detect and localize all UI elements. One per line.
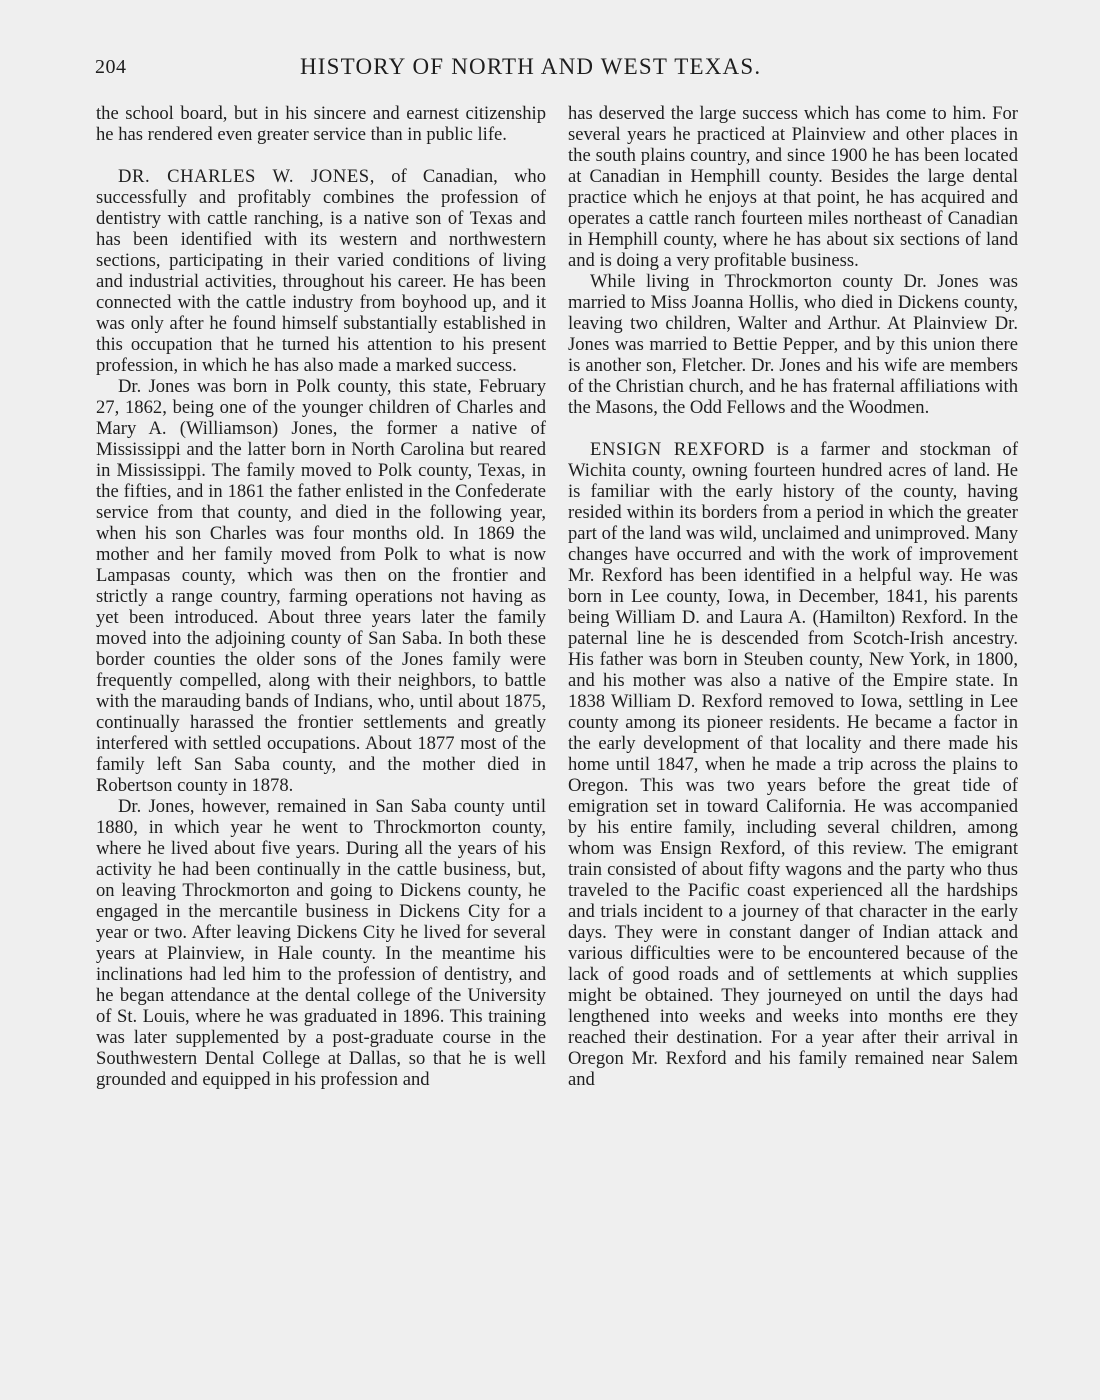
right-column (568, 103, 1018, 1090)
biography-entry-rexford (568, 439, 1018, 1090)
paragraph-continuation: the school board, but in his sincere and earnest citizenship he has rendered even greater service than in public life. (96, 103, 546, 145)
entry-text-jones: of Canadian, who successfully and profitably combines the profession of dentistry with cattle ranching, is a native son of Texas and has been identified with its western and northwestern sections, participating in their varied conditions of living and industrial activities, throughout his career. He has been connected with the cattle industry from boyhood up, and it was only after he found himself substantially established in this occupation that he turned his attention to his present profession, in which he has also made a marked success. (96, 166, 546, 376)
paragraph-jones-career: Dr. Jones, however, remained in San Saba county until 1880, in which year he went to Throckmorton county, where he lived about five years. During all the years of his activity he had been continually in the cattle business, but, on leaving Throckmorton and going to Dickens county, he engaged in the mercantile business in Dickens City for a year or two. After leaving Dickens City he lived for several years at Plainview, in Hale county. In the meantime his inclinations had led him to the profession of dentistry, and he began attendance at the dental college of the University of St. Louis, where he was graduated in 1896. This training was later supplemented by a post-graduate course in the Southwestern Dental College at Dallas, so that he is well grounded and equipped in his profession and (96, 796, 546, 1090)
entry-name-rexford: ENSIGN REXFORD (590, 439, 765, 460)
page-number: 204 (95, 56, 127, 78)
left-column (96, 103, 546, 1090)
paragraph-jones-birth: Dr. Jones was born in Polk county, this state, February 27, 1862, being one of the younger children of Charles and Mary A. (Williamson) Jones, the former a native of Mississippi and the latter born in North Carolina but reared in Mississippi. The family moved to Polk county, Texas, in the fifties, and in 1861 the father enlisted in the Confederate service from that county, and died in the following year, when his son Charles was four months old. In 1869 the mother and her family moved from Polk to what is now Lampasas county, which was then on the frontier and strictly a range country, farming operations not having as yet been introduced. About three years later the family moved into the adjoining county of San Saba. In both these border counties the older sons of the Jones family were frequently compelled, along with their neighbors, to battle with the marauding bands of Indians, who, until about 1875, continually harassed the frontier settlements and greatly interfered with settled occupations. About 1877 most of the family left San Saba county, and the mother died in Robertson county in 1878. (96, 376, 546, 796)
paragraph-jones-practice: has deserved the large success which has come to him. For several years he practiced at Plainview and other places in the south plains country, and since 1900 he has been located at Canadian in Hemphill county. Besides the large dental practice which he enjoys at that point, he has acquired and operates a cattle ranch fourteen miles northeast of Canadian in Hemphill county, where he has about six sections of land and is doing a very profitable business. (568, 103, 1018, 271)
running-title: HISTORY OF NORTH AND WEST TEXAS. (300, 54, 762, 79)
biography-entry-jones (96, 166, 546, 376)
paragraph-jones-family: While living in Throckmorton county Dr. Jones was married to Miss Joanna Hollis, who died in Dickens county, leaving two children, Walter and Arthur. At Plainview Dr. Jones was married to Bettie Pepper, and by this union there is another son, Fletcher. Dr. Jones and his wife are members of the Christian church, and he has fraternal affiliations with the Masons, the Odd Fellows and the Woodmen. (568, 271, 1018, 418)
entry-name-jones: DR. CHARLES W. JONES, (118, 166, 375, 187)
entry-text-rexford: is a farmer and stockman of Wichita county, owning fourteen hundred acres of land. He is familiar with the early history of the county, having resided within its borders from a period in which the greater part of the land was wild, unclaimed and unimproved. Many changes have occurred and with the work of improvement Mr. Rexford has been identified in a helpful way. He was born in Lee county, Iowa, in December, 1841, his parents being William D. and Laura A. (Hamilton) Rexford. In the paternal line he is descended from Scotch-Irish ancestry. His father was born in Steuben county, New York, in 1800, and his mother was also a native of the Empire state. In 1838 William D. Rexford removed to Iowa, settling in Lee county among its pioneer residents. He became a factor in the early development of that locality and there made his home until 1847, when he made a trip across the plains to Oregon. This was two years before the great tide of emigration set in toward California. He was accompanied by his entire family, including several children, among whom was Ensign Rexford, of this review. The emigrant train consisted of about fifty wagons and the party who thus traveled to the Pacific coast experienced all the hardships and trials incident to a journey of that character in the early days. They were in constant danger of Indian attack and various difficulties were to be encountered because of the lack of good roads and of settlements at which supplies might be obtained. They journeyed on until the days had lengthened into weeks and weeks into months ere they reached their destination. For a year after their arrival in Oregon Mr. Rexford and his family remained near Salem and (568, 439, 1019, 1090)
page-header (95, 54, 1020, 84)
